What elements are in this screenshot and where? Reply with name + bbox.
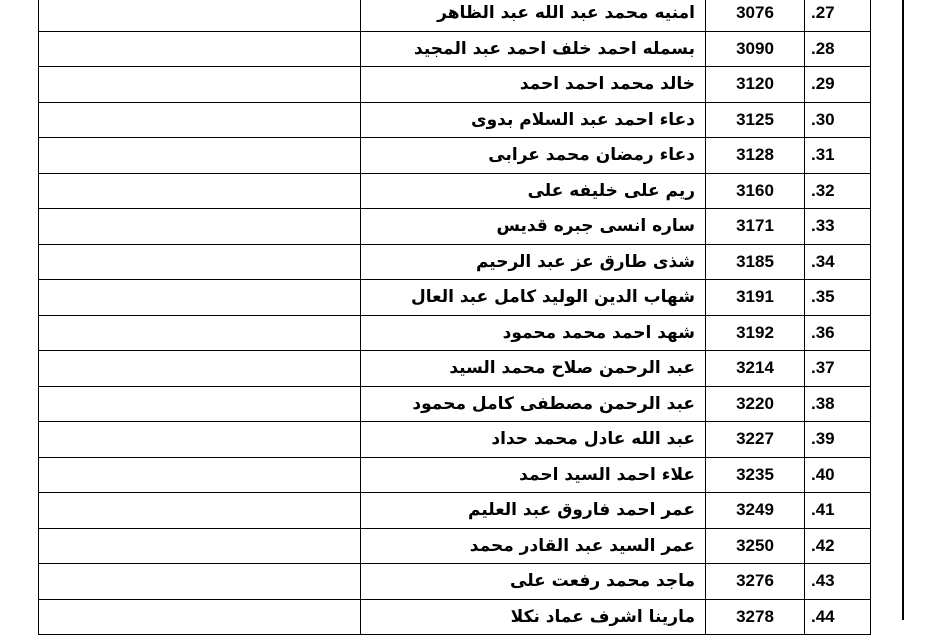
- table-row: [39, 102, 871, 138]
- row-number: .37: [805, 351, 871, 387]
- student-name: دعاء احمد عبد السلام بدوى: [361, 102, 706, 138]
- row-number: .39: [805, 422, 871, 458]
- student-name: عبد الله عادل محمد حداد: [361, 422, 706, 458]
- row-number: .29: [805, 67, 871, 103]
- blank-cell: [39, 599, 361, 635]
- student-code: 3185: [706, 244, 805, 280]
- student-name: عبد الرحمن مصطفى كامل محمود: [361, 386, 706, 422]
- blank-cell: [39, 138, 361, 174]
- blank-cell: [39, 386, 361, 422]
- student-code: 3191: [706, 280, 805, 316]
- student-code: 3249: [706, 493, 805, 529]
- blank-cell: [39, 564, 361, 600]
- student-name: عبد الرحمن صلاح محمد السيد: [361, 351, 706, 387]
- table-row: [39, 173, 871, 209]
- table-row: [39, 528, 871, 564]
- student-code: 3128: [706, 138, 805, 174]
- blank-cell: [39, 351, 361, 387]
- student-name: شهد احمد محمد محمود: [361, 315, 706, 351]
- table-row: [39, 244, 871, 280]
- student-name: علاء احمد السيد احمد: [361, 457, 706, 493]
- table-row: [39, 457, 871, 493]
- row-number: .36: [805, 315, 871, 351]
- blank-cell: [39, 457, 361, 493]
- student-code: 3171: [706, 209, 805, 245]
- student-name: ساره انسى جبره قديس: [361, 209, 706, 245]
- row-number: .38: [805, 386, 871, 422]
- student-name: عمر السيد عبد القادر محمد: [361, 528, 706, 564]
- student-code: 3120: [706, 67, 805, 103]
- table-row: [39, 493, 871, 529]
- student-name: ماجد محمد رفعت على: [361, 564, 706, 600]
- table-row: [39, 315, 871, 351]
- student-code: 3090: [706, 31, 805, 67]
- table-row: [39, 422, 871, 458]
- page-edge-line: [902, 0, 904, 620]
- table-row: [39, 280, 871, 316]
- blank-cell: [39, 493, 361, 529]
- blank-cell: [39, 280, 361, 316]
- student-name: شهاب الدين الوليد كامل عبد العال: [361, 280, 706, 316]
- student-code: 3076: [706, 0, 805, 31]
- student-name: امنيه محمد عبد الله عبد الظاهر: [361, 0, 706, 31]
- student-code: 3125: [706, 102, 805, 138]
- row-number: .31: [805, 138, 871, 174]
- student-name: دعاء رمضان محمد عرابى: [361, 138, 706, 174]
- table-row: [39, 0, 871, 31]
- roster-body: [39, 0, 871, 635]
- row-number: .40: [805, 457, 871, 493]
- blank-cell: [39, 67, 361, 103]
- table-row: [39, 386, 871, 422]
- table-row: [39, 31, 871, 67]
- table-row: [39, 209, 871, 245]
- row-number: .42: [805, 528, 871, 564]
- blank-cell: [39, 315, 361, 351]
- row-number: .43: [805, 564, 871, 600]
- table-row: [39, 67, 871, 103]
- student-code: 3227: [706, 422, 805, 458]
- table-row: [39, 138, 871, 174]
- blank-cell: [39, 102, 361, 138]
- blank-cell: [39, 31, 361, 67]
- student-name: ريم على خليفه على: [361, 173, 706, 209]
- row-number: .28: [805, 31, 871, 67]
- table-row: [39, 351, 871, 387]
- blank-cell: [39, 0, 361, 31]
- blank-cell: [39, 209, 361, 245]
- student-code: 3220: [706, 386, 805, 422]
- student-code: 3250: [706, 528, 805, 564]
- student-roster-table: [38, 0, 871, 635]
- table-row: [39, 564, 871, 600]
- row-number: .30: [805, 102, 871, 138]
- blank-cell: [39, 528, 361, 564]
- row-number: .44: [805, 599, 871, 635]
- row-number: .27: [805, 0, 871, 31]
- blank-cell: [39, 244, 361, 280]
- row-number: .41: [805, 493, 871, 529]
- student-name: خالد محمد احمد احمد: [361, 67, 706, 103]
- row-number: .35: [805, 280, 871, 316]
- row-number: .34: [805, 244, 871, 280]
- row-number: .32: [805, 173, 871, 209]
- student-name: بسمله احمد خلف احمد عبد المجيد: [361, 31, 706, 67]
- student-code: 3160: [706, 173, 805, 209]
- student-name: شذى طارق عز عبد الرحيم: [361, 244, 706, 280]
- student-code: 3276: [706, 564, 805, 600]
- student-code: 3278: [706, 599, 805, 635]
- student-code: 3192: [706, 315, 805, 351]
- table-row: [39, 599, 871, 635]
- student-name: عمر احمد فاروق عبد العليم: [361, 493, 706, 529]
- student-code: 3214: [706, 351, 805, 387]
- blank-cell: [39, 173, 361, 209]
- row-number: .33: [805, 209, 871, 245]
- blank-cell: [39, 422, 361, 458]
- student-name: مارينا اشرف عماد نكلا: [361, 599, 706, 635]
- student-code: 3235: [706, 457, 805, 493]
